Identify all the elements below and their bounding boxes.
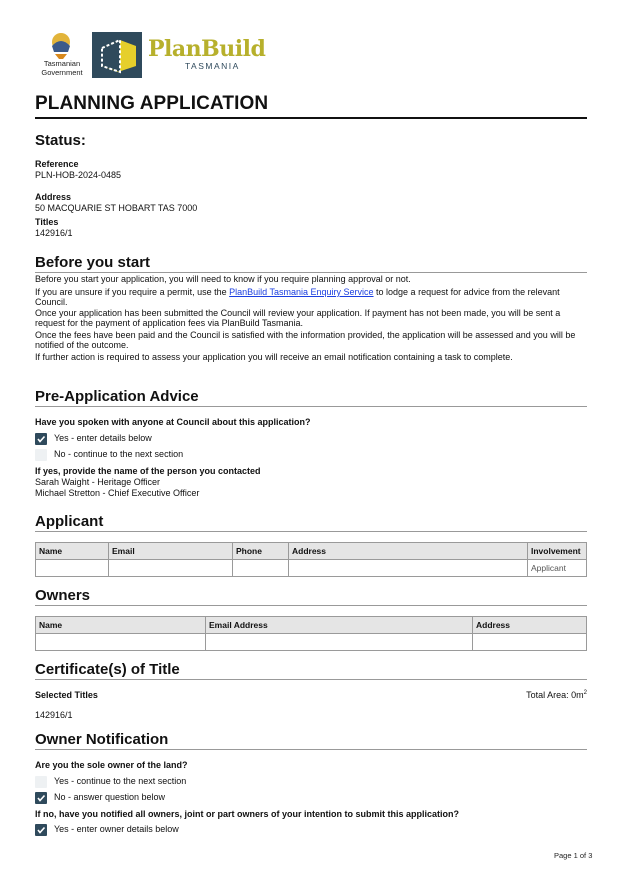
gov-logo-text: Tasmanian Government	[41, 59, 83, 77]
sole-owner-no-checkbox[interactable]	[35, 792, 47, 804]
before-para-1: Before you start your application, you will need to know if you require planning approval or not.	[35, 274, 411, 284]
pre-application-heading: Pre-Application Advice	[35, 388, 587, 407]
owners-header-row	[36, 617, 587, 634]
applicant-phone-cell	[233, 560, 289, 577]
before-para-2-text: If you are unsure if you require a permit, use the	[35, 287, 230, 297]
total-area-text: Total Area: 0m	[526, 690, 584, 700]
brand-subtitle: TASMANIA	[185, 61, 240, 71]
notified-owners-yes-checkbox[interactable]	[35, 824, 47, 836]
check-icon	[36, 434, 46, 444]
before-para-3: Once your application has been submitted the Council will review your application. If payment has not been made, you will be sent a request for the payment of application fees via PlanBuild Tasmania.	[35, 308, 561, 328]
applicant-involvement-cell: Applicant	[528, 560, 587, 577]
pre-advice-no-checkbox[interactable]	[35, 449, 47, 461]
col-address: Address	[289, 543, 528, 560]
status-heading: Status:	[35, 132, 86, 149]
applicant-header-row	[36, 543, 587, 560]
col-owner-name: Name	[36, 617, 206, 634]
certificate-heading: Certificate(s) of Title	[35, 661, 587, 680]
col-name: Name	[36, 543, 109, 560]
pre-advice-yes-label: Yes - enter details below	[54, 433, 152, 443]
col-owner-address: Address	[473, 617, 587, 634]
page-title: PLANNING APPLICATION	[35, 93, 269, 114]
col-phone: Phone	[233, 543, 289, 560]
notified-owners-yes-label: Yes - enter owner details below	[54, 824, 179, 834]
total-area-unit-sup: 2	[583, 690, 587, 696]
pre-advice-yes-checkbox[interactable]	[35, 433, 47, 445]
owners-heading: Owners	[35, 587, 587, 606]
col-owner-email: Email Address	[206, 617, 473, 634]
contact-2: Michael Stretton - Chief Executive Officer	[35, 488, 200, 498]
before-para-5: If further action is required to assess your application you will receive an email notification containing a task to complete.	[35, 352, 513, 362]
owner-address-cell	[473, 634, 587, 651]
owner-email-cell	[206, 634, 473, 651]
total-area	[526, 690, 587, 700]
notified-owners-question: If no, have you notified all owners, joint or part owners of your intention to submit this application?	[35, 809, 460, 819]
applicant-name-cell	[36, 560, 109, 577]
tasmanian-government-logo	[35, 30, 87, 80]
applicant-table	[35, 542, 587, 577]
council-question: Have you spoken with anyone at Council about this application?	[35, 417, 311, 427]
enquiry-service-link[interactable]: PlanBuild Tasmania Enquiry Service	[229, 287, 374, 297]
applicant-heading: Applicant	[35, 513, 587, 532]
table-row	[36, 634, 587, 651]
pre-advice-no-label: No - continue to the next section	[54, 449, 184, 459]
brand-name: PlanBuild	[148, 36, 266, 62]
sole-owner-question: Are you the sole owner of the land?	[35, 760, 188, 770]
reference-label: Reference	[35, 159, 79, 169]
col-email: Email	[109, 543, 233, 560]
contact-1: Sarah Waight - Heritage Officer	[35, 477, 161, 487]
sole-owner-yes-checkbox[interactable]	[35, 776, 47, 788]
before-para-2-text-end: to lodge a request for advice from the relevant Council.	[35, 287, 560, 307]
reference-value: PLN-HOB-2024-0485	[35, 170, 122, 180]
col-involvement: Involvement	[528, 543, 587, 560]
before-para-2	[35, 288, 587, 307]
planbuild-mark-icon	[92, 32, 142, 78]
sole-owner-no-label: No - answer question below	[54, 792, 166, 802]
address-label: Address	[35, 192, 72, 202]
check-icon	[36, 793, 46, 803]
selected-title-value: 142916/1	[35, 710, 73, 720]
applicant-address-cell	[289, 560, 528, 577]
titles-label: Titles	[35, 217, 59, 227]
owner-name-cell	[36, 634, 206, 651]
address-value: 50 MACQUARIE ST HOBART TAS 7000	[35, 203, 198, 213]
owner-notification-heading: Owner Notification	[35, 731, 587, 750]
before-para-4: Once the fees have been paid and the Council is satisfied with the information provided, the application will be assessed and you will be notified of the outcome.	[35, 330, 576, 350]
selected-titles-label: Selected Titles	[35, 690, 98, 700]
page-number: Page 1 of 3	[554, 851, 593, 860]
table-row	[36, 560, 587, 577]
owners-table	[35, 616, 587, 651]
sole-owner-yes-label: Yes - continue to the next section	[54, 776, 187, 786]
header	[35, 30, 595, 82]
check-icon	[36, 825, 46, 835]
titles-value: 142916/1	[35, 228, 73, 238]
applicant-email-cell	[109, 560, 233, 577]
contact-label: If yes, provide the name of the person you contacted	[35, 466, 261, 476]
title-rule	[35, 117, 587, 119]
before-you-start-heading: Before you start	[35, 254, 587, 273]
